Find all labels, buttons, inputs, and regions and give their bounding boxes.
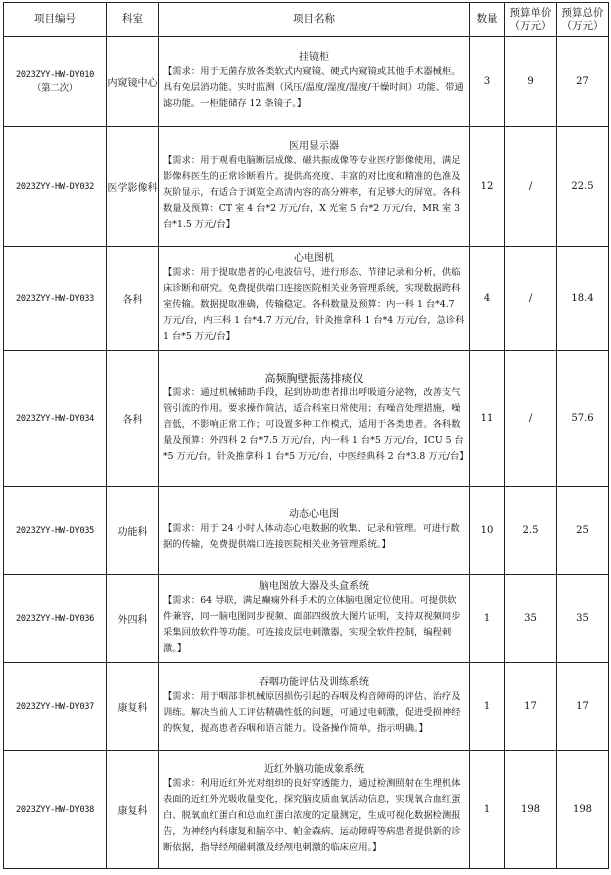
department-cell: 康复科 <box>107 663 159 751</box>
item-description: 【需求：通过机械辅助手段，起到协助患者排出呼吸道分泌物，改善支气管引流的作用。要求操作简洁，适合科室日常使用；有噪音处理措施，噪音低，不影响正常工作；可设置多种工作模式，适用于各类患者。各科数量及预算：外四科 2 台*7.5 万元/台，内一科 1 台*5 万元/台，ICU 5 台*5 万元/台，针灸推拿科 1 台*5 万元/台，中医经典科 2 台*3.8 万元/台】 <box>163 387 469 462</box>
project-code-cell: 2023ZYY-HW-DY034 <box>4 351 107 487</box>
item-title: 近红外脑功能成象系统 <box>264 764 364 775</box>
quantity-cell: 4 <box>470 247 505 351</box>
item-description: 【需求：用于无菌存放各类软式内窥镜、硬式内窥镜或其他手术器械柜。具有免层消功能、实时监测（风压/温度/湿度/湿度/干燥时间）功能、带通滤功能。一柜能储存 12 条镜子。】 <box>163 66 464 109</box>
unit-price-cell: 9 <box>505 37 557 127</box>
header-unit-price: 预算单价（万元） <box>505 3 557 37</box>
project-name-cell <box>159 37 470 127</box>
header-total: 预算总价（万元） <box>557 3 609 37</box>
quantity-cell: 1 <box>470 663 505 751</box>
project-code-cell <box>4 37 107 127</box>
total-price-cell: 198 <box>557 751 609 869</box>
unit-price-cell: / <box>505 247 557 351</box>
table-row <box>4 575 609 663</box>
department-cell: 医学影像科 <box>107 127 159 247</box>
item-description: 【需求：用于观看电脑断层成像、磁共振成像等专业医疗影像使用，满足影像科医生的正常诊断看片。提供高亮度、丰富的对比度和精准的色准及灰阶显示，有适合于浏览全高清内容的高分辨率，有足够大的屏宽。各科数量及预算：CT 室 4 台*2 万元/台，X 光室 5 台*2 万元/台，MR 室 3 台*1.5 万元/台】 <box>163 155 461 230</box>
project-code-cell: 2023ZYY-HW-DY033 <box>4 247 107 351</box>
budget-table <box>3 2 609 869</box>
header-code: 项目编号 <box>4 3 107 37</box>
department-cell: 各科 <box>107 247 159 351</box>
unit-price-cell: 35 <box>505 575 557 663</box>
item-title: 高频胸壁振荡排痰仪 <box>264 372 364 385</box>
total-price-cell: 25 <box>557 487 609 575</box>
total-price-cell: 22.5 <box>557 127 609 247</box>
quantity-cell: 11 <box>470 351 505 487</box>
item-description: 【需求：利用近红外光对组织的良好穿透能力，通过检测照射在生理机体表面的近红外光吸收量变化，探究脑皮质血氧活动信息，实现氧合血红蛋白、脱氧血红蛋白和总血红蛋白浓度的定量测定，生成可视化数据检测报告，为神经内科康复和脑卒中、帕金森病、运动障碍等病患者提供新的诊断依据，指导经颅磁刺激及经颅电刺激的临床应用。】 <box>163 778 461 853</box>
table-row <box>4 351 609 487</box>
total-price-cell: 57.6 <box>557 351 609 487</box>
unit-price-cell: / <box>505 351 557 487</box>
project-name-cell <box>159 487 470 575</box>
project-name-cell <box>159 751 470 869</box>
total-price-cell: 27 <box>557 37 609 127</box>
project-code-cell: 2023ZYY-HW-DY032 <box>4 127 107 247</box>
department-cell: 康复科 <box>107 751 159 869</box>
unit-price-cell: / <box>505 127 557 247</box>
item-title: 吞咽功能评估及训练系统 <box>259 677 369 688</box>
quantity-cell: 1 <box>470 575 505 663</box>
project-name-cell <box>159 127 470 247</box>
total-price-cell: 18.4 <box>557 247 609 351</box>
project-code-cell: 2023ZYY-HW-DY036 <box>4 575 107 663</box>
department-cell: 功能科 <box>107 487 159 575</box>
header-qty: 数量 <box>470 3 505 37</box>
department-cell: 内窥镜中心 <box>107 37 159 127</box>
table-header-row <box>4 3 609 37</box>
item-description: 【需求：用于 24 小时人体动态心电数据的收集、记录和管理。可进行数据的传输，免费提供端口连接医院相关业务管理系统。】 <box>163 523 460 550</box>
table-row <box>4 127 609 247</box>
quantity-cell: 3 <box>470 37 505 127</box>
project-name-cell <box>159 575 470 663</box>
total-price-cell: 17 <box>557 663 609 751</box>
item-description: 【需求：用于咽部非机械原因损伤引起的吞咽及构音障碍的评估、治疗及训练。解决当前人工评估精确性低的问题，可通过电刺激，促进受损神经的恢复，提高患者吞咽和语言能力。设备操作简单，指示明确。】 <box>163 691 461 734</box>
item-title: 医用显示器 <box>289 141 339 152</box>
item-title: 脑电图放大器及头盒系统 <box>259 581 369 592</box>
project-code-cell: 2023ZYY-HW-DY035 <box>4 487 107 575</box>
department-cell: 各科 <box>107 351 159 487</box>
unit-price-cell: 17 <box>505 663 557 751</box>
header-name: 项目名称 <box>159 3 470 37</box>
project-code-cell: 2023ZYY-HW-DY038 <box>4 751 107 869</box>
project-name-cell <box>159 351 470 487</box>
quantity-cell: 10 <box>470 487 505 575</box>
header-dept: 科室 <box>107 3 159 37</box>
item-description: 【需求：用于提取患者的心电波信号，进行形态、节律记录和分析，供临床诊断和研究。免费提供端口连接医院相关业务管理系统，实现数据跨科室传输。数据提取准确，传输稳定。各科数量及预算：内一科 1 台*4.7 万元/台，内三科 1 台*4.7 万元/台，针灸推拿科 1 台*4 万元/台，急诊科 1 台*5 万元/台】 <box>163 267 465 342</box>
project-code-suffix: （第二次） <box>31 82 78 94</box>
project-name-cell <box>159 247 470 351</box>
table-row <box>4 37 609 127</box>
quantity-cell: 12 <box>470 127 505 247</box>
table-row <box>4 247 609 351</box>
total-price-cell: 35 <box>557 575 609 663</box>
quantity-cell: 1 <box>470 751 505 869</box>
unit-price-cell: 2.5 <box>505 487 557 575</box>
table-row <box>4 663 609 751</box>
unit-price-cell: 198 <box>505 751 557 869</box>
item-title: 挂镜柜 <box>299 52 329 63</box>
table-row <box>4 751 609 869</box>
item-title: 心电图机 <box>294 253 334 264</box>
table-row <box>4 487 609 575</box>
project-name-cell <box>159 663 470 751</box>
item-description: 【需求：64 导联，满足癫痫外科手术的立体脑电图定位使用。可提供软件兼容，同一脑电图同步视频、面部四级放大图片证明，支持双视频同步采集回放软件等功能。可连接皮层电刺激器，实现全软件控制，编程刺激。】 <box>163 595 461 654</box>
item-title: 动态心电图 <box>289 509 339 520</box>
department-cell: 外四科 <box>107 575 159 663</box>
project-code-cell: 2023ZYY-HW-DY037 <box>4 663 107 751</box>
project-code: 2023ZYY-HW-DY010 <box>16 69 94 80</box>
